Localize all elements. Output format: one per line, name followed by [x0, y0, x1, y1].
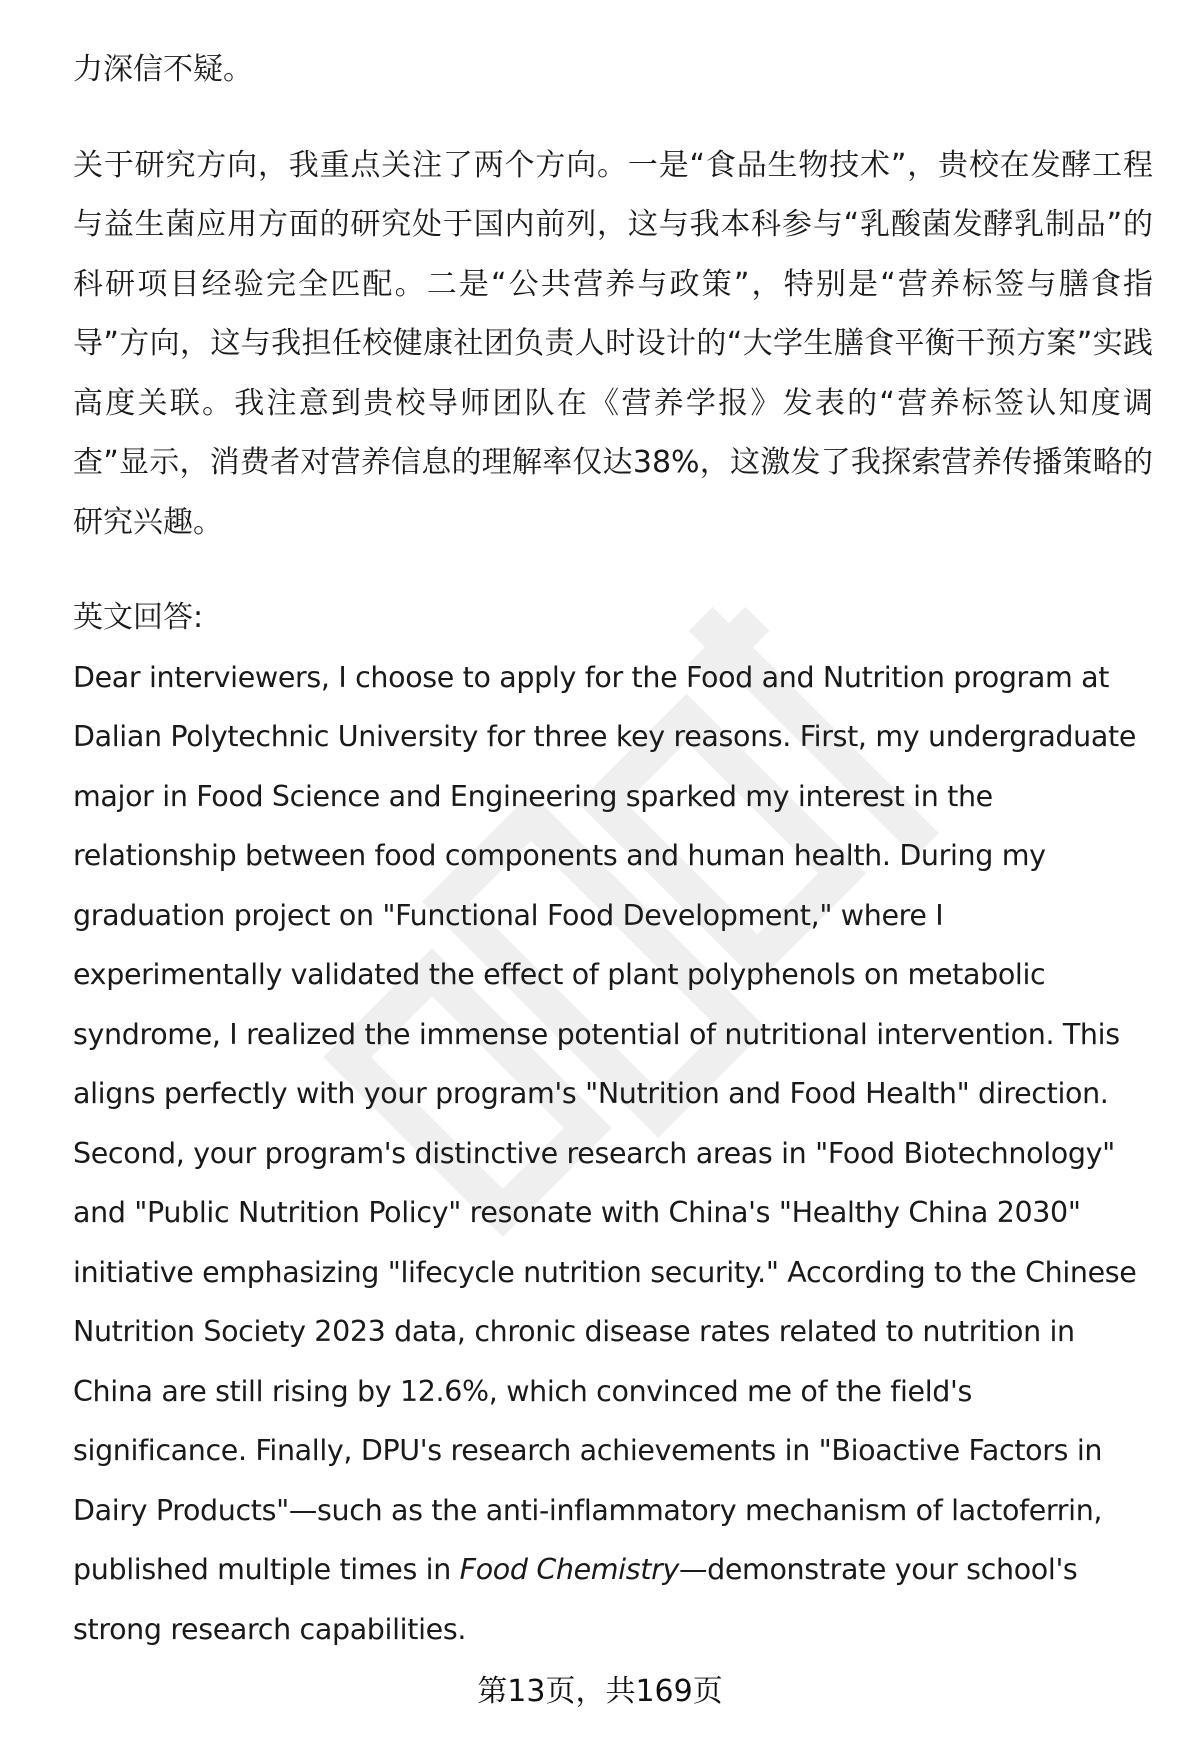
chinese-paragraph-research-directions: 关于研究方向，我重点关注了两个方向。一是“食品生物技术”，贵校在发酵工程与益生菌应用方面的研究处于国内前列，这与我本科参与“乳酸菌发酵乳制品”的科研项目经验完全匹配。二是“公共营养与政策”，特别是“营养标签与膳食指导”方向，这与我担任校健康社团负责人时设计的“大学生膳食平衡干预方案”实践高度关联。我注意到贵校导师团队在《营养学报》发表的“营养标签认知度调查”显示，消费者对营养信息的理解率仅达38%，这激发了我探索营养传播策略的研究兴趣。: [73, 147, 1153, 540]
document-body: [73, 40, 1153, 1659]
page-number: 第13页，共169页: [477, 1674, 723, 1709]
english-answer-text-1: Dear interviewers, I choose to apply for the Food and Nutrition program at Dalian Polytechnic University for three key reasons. First, my undergraduate major in Food Science and Engineering sparked my interest in the relationship between food components and human health. During my graduation project on "Functional Food Development," where I experimentally validated the effect of plant polyphenols on metabolic syndrome, I realized the immense potential of nutritional intervention. This aligns perfectly with your program's "Nutrition and Food Health" direction. Second, your program's distinctive research areas in "Food Biotechnology" and "Public Nutrition Policy" resonate with China's "Healthy China 2030" initiative emphasizing "lifecycle nutrition security." According to the Chinese Nutrition Society 2023 data, chronic disease rates related to nutrition in China are still rising by 12.6%, which convinced me of the field's significance. Finally, DPU's research achievements in "Bioactive Factors in Dairy Products"—such as the anti-inflammatory mechanism of lactoferrin, published multiple times in: [73, 660, 1137, 1586]
english-answer-paragraph: [73, 648, 1153, 1660]
journal-title-italic: Food Chemistry: [459, 1553, 679, 1586]
chinese-paragraph-tail: 力深信不疑。: [73, 52, 253, 87]
english-answer-label: 英文回答:: [73, 600, 204, 635]
english-answer-text-2: —demonstrate your school's strong research capabilities.: [73, 1553, 1078, 1646]
